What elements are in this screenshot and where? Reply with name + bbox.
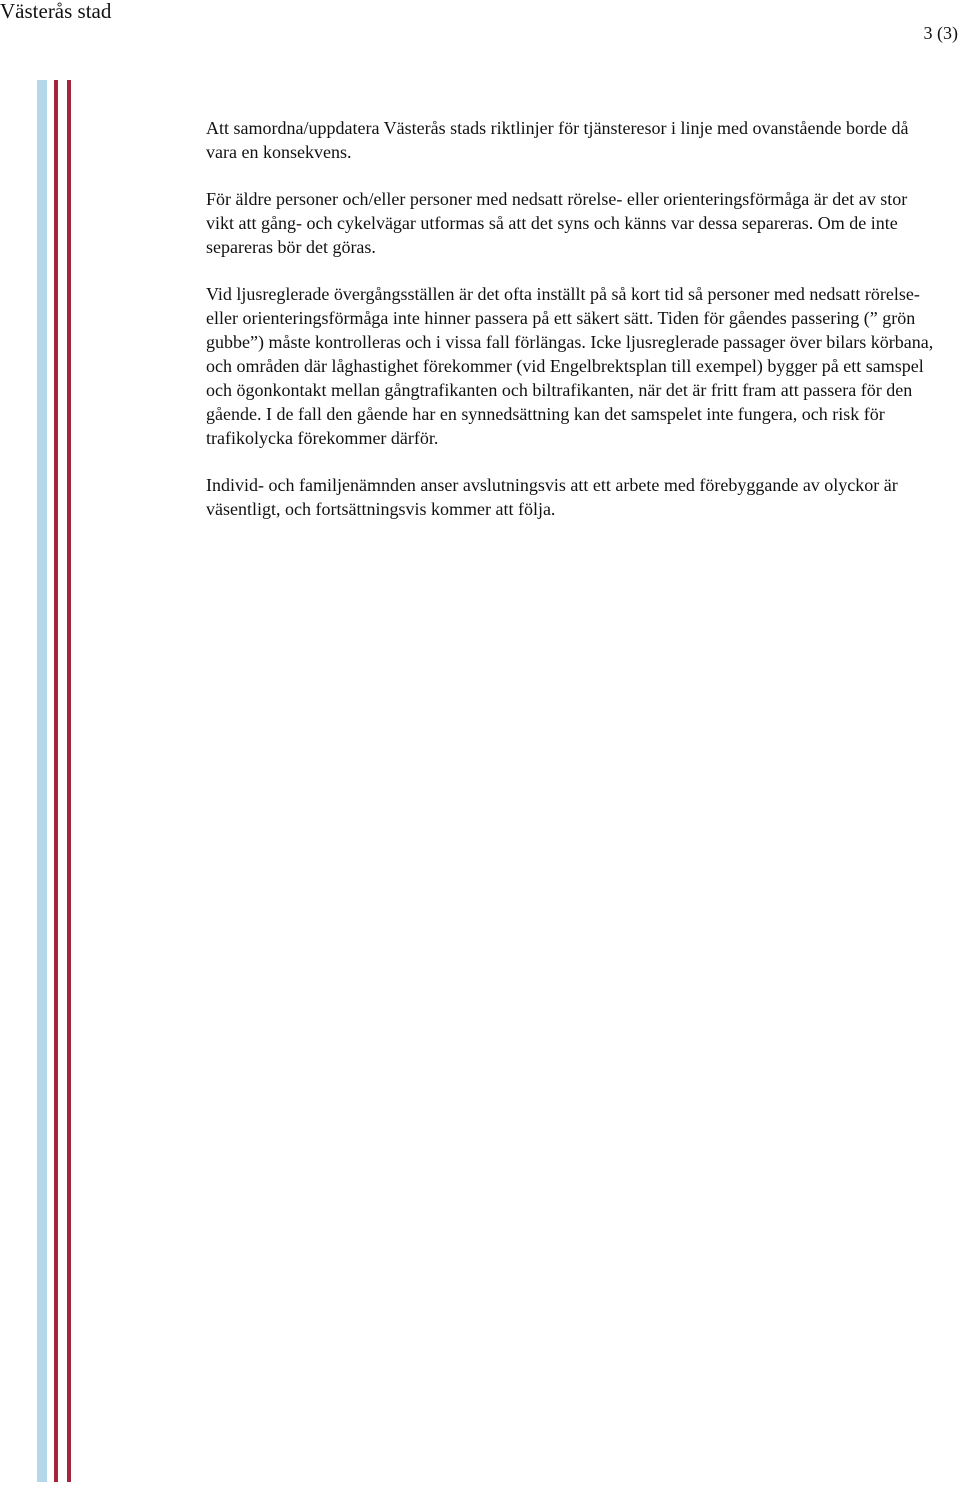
decorative-red-stripe-left <box>54 80 58 1482</box>
paragraph-conclusion: Individ- och familjenämnden anser avslutningsvis att ett arbete med förebyggande av olyckor är väsentligt, och fortsättningsvis kommer att följa. <box>206 475 898 519</box>
paragraph-crossings: Vid ljusreglerade övergångsställen är det ofta inställt på så kort tid så personer med nedsatt rörelse- eller orienteringsförmåga inte hinner passera på ett säkert sätt. Tiden för gåendes passering (” grön gubbe”) måste kontrolleras och i vissa fall förlängas. Icke ljusreglerade passager över bilars körbana, och områden där låghastighet förekommer (vid Engelbrektsplan till exempel) bygger på ett samspel och ögonkontakt mellan gångtrafikanten och biltrafikanten, när det är fritt fram att passera för den gående. I de fall den gående har en synnedsättning kan det samspelet inte fungera, och risk för trafikolycka förekommer därför. <box>206 284 934 448</box>
decorative-gap-stripe <box>47 80 53 1482</box>
document-body <box>206 116 936 544</box>
decorative-red-stripe-right <box>67 80 71 1482</box>
page-number: 3 (3) <box>923 23 958 43</box>
decorative-blue-stripe <box>37 80 47 1482</box>
document-header-title: Västerås stad <box>0 0 112 23</box>
paragraph-path-separation: För äldre personer och/eller personer med nedsatt rörelse- eller orienteringsförmåga är det av stor vikt att gång- och cykelvägar utformas så att det syns och känns var dessa separeras. Om de inte separeras bör det göras. <box>206 189 908 257</box>
paragraph-travel-guidelines: Att samordna/uppdatera Västerås stads riktlinjer för tjänsteresor i linje med ovanstående borde då vara en konsekvens. <box>206 118 909 162</box>
